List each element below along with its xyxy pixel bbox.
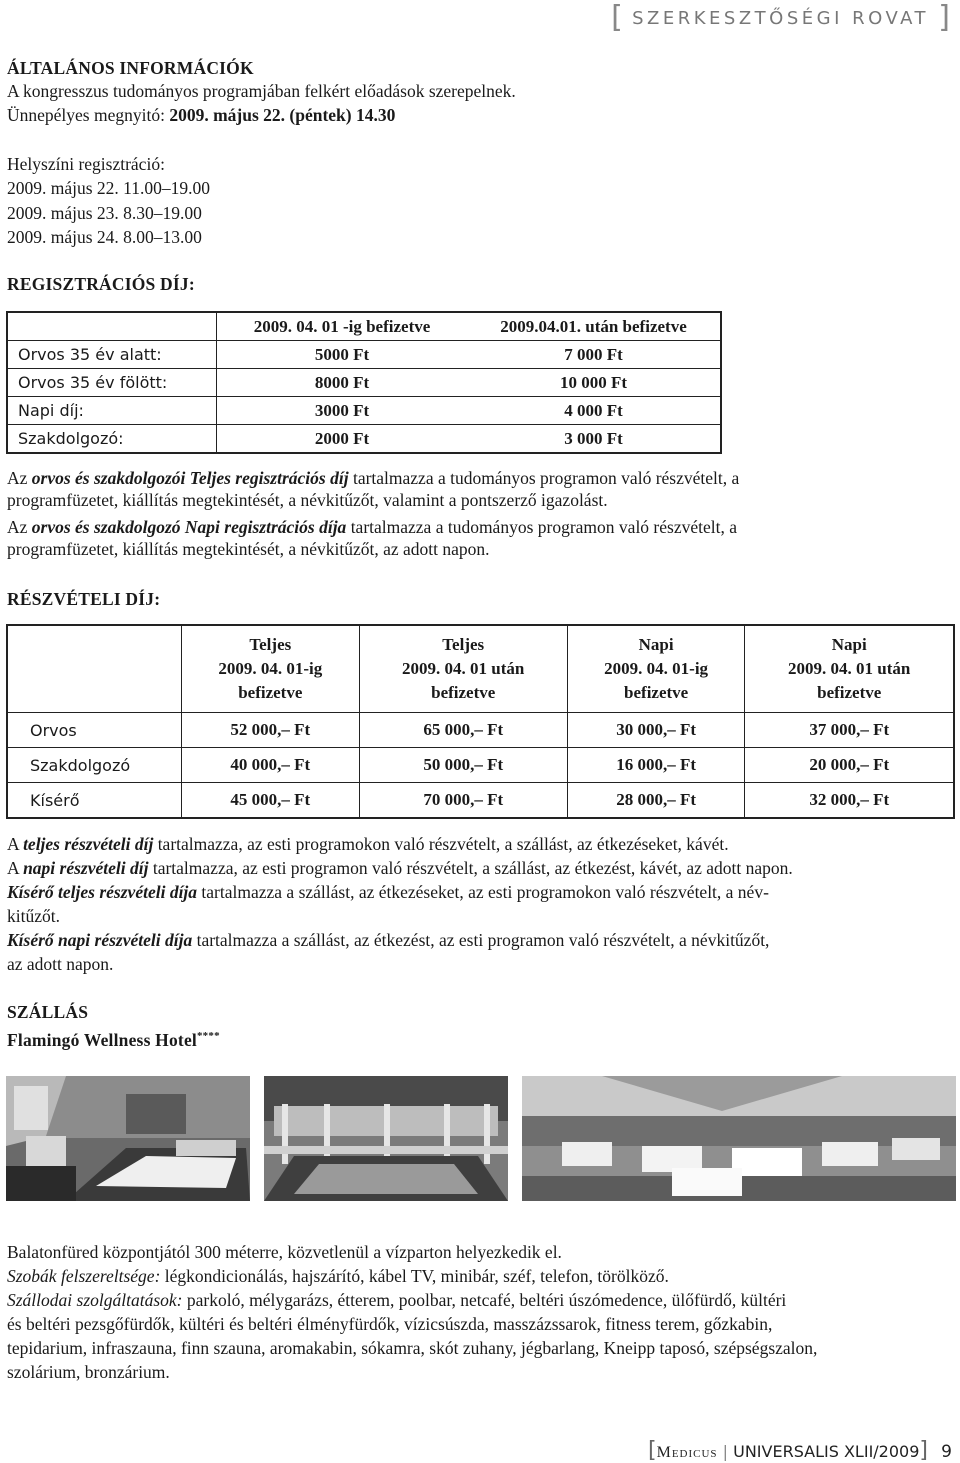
footer-open-bracket: [ <box>648 1438 657 1463</box>
reg-note-1-emph: orvos és szakdolgozói Teljes regisztrációs díj <box>31 468 349 488</box>
running-head <box>611 0 950 35</box>
general-line-2 <box>7 104 395 126</box>
header-line: Napi <box>638 635 674 654</box>
restaurant-photo <box>522 1076 956 1201</box>
part-note-4-d: az adott napon. <box>7 954 114 974</box>
part-note-4 <box>7 929 769 951</box>
reg-note-1-d: programfüzetet, kiállítás megtekintését, a névkitűzőt, valamint a pontszerző igazolást. <box>7 490 608 510</box>
header-line: Teljes <box>442 635 485 654</box>
header-line: Napi <box>831 635 867 654</box>
reg-fee-late: 3 000 Ft <box>564 428 623 448</box>
hotel-location: Balatonfüred központjától 300 méterre, közvetlenül a vízparton helyezkedik el. <box>7 1242 562 1262</box>
part-note-2-c: tartalmazza, az esti programon való részvételt, a szállást, az étkezést, kávét, az adott napon. <box>148 858 793 878</box>
page-number: 9 <box>941 1442 952 1462</box>
part-fee-cell: 45 000,– Ft <box>182 783 360 819</box>
footer-issue: UNIVERSALIS XLII/2009 <box>733 1442 920 1461</box>
header-line: befizetve <box>238 683 303 702</box>
part-fee-cell: 28 000,– Ft <box>567 783 745 819</box>
part-note-3-d: kitűzőt. <box>7 906 60 926</box>
part-note-4-emph: Kísérő napi részvételi díja <box>7 930 193 950</box>
general-title: ÁLTALÁNOS INFORMÁCIÓK <box>7 58 254 78</box>
reg-note-2-emph: orvos és szakdolgozó Napi regisztrációs díja <box>31 517 347 537</box>
reg-fee-header-empty <box>7 312 217 341</box>
header-line: befizetve <box>817 683 882 702</box>
accommodation-title: SZÁLLÁS <box>7 1002 89 1022</box>
part-fee-title: RÉSZVÉTELI DÍJ: <box>7 589 161 609</box>
part-fee-cell: 52 000,– Ft <box>182 713 360 748</box>
onsite-line-2: 2009. május 23. 8.30–19.00 <box>7 203 202 223</box>
hotel-services-2: és beltéri pezsgőfürdők, kültéri és beltéri élményfürdők, vízicsúszda, masszázssarok, fitness terem, gőzkabin, <box>7 1314 773 1334</box>
reg-note-1 <box>7 467 957 511</box>
hotel-stars: **** <box>196 1030 220 1042</box>
part-fee-header-empty <box>7 625 182 713</box>
part-fee-cell: 16 000,– Ft <box>567 748 745 783</box>
header-line: befizetve <box>624 683 689 702</box>
onsite-line-3: 2009. május 24. 8.00–13.00 <box>7 227 202 247</box>
onsite-line-1: 2009. május 22. 11.00–19.00 <box>7 178 211 198</box>
part-note-3 <box>7 881 769 903</box>
header-line: 2009. 04. 01-ig <box>604 659 709 678</box>
reg-fee-header-row <box>7 312 721 341</box>
rooms-label: Szobák felszereltsége: <box>7 1266 161 1286</box>
reg-note-2-a: Az <box>7 517 32 537</box>
header-line: 2009. 04. 01 után <box>788 659 911 678</box>
part-note-1-a: A <box>7 834 24 854</box>
part-fee-cell: 32 000,– Ft <box>745 783 954 819</box>
reg-fee-early: 3000 Ft <box>217 397 468 425</box>
header-line: 2009. 04. 01 után <box>402 659 525 678</box>
part-fee-cell: 37 000,– Ft <box>745 713 954 748</box>
part-fee-header-daily-late <box>745 625 954 713</box>
running-head-open-bracket: [ <box>611 0 623 35</box>
part-fee-header-full-early <box>182 625 360 713</box>
part-fee-cell: 50 000,– Ft <box>359 748 567 783</box>
part-fee-category: Orvos <box>7 713 182 748</box>
reg-fee-early: 5000 Ft <box>217 341 468 369</box>
services-label: Szállodai szolgáltatások: <box>7 1290 183 1310</box>
services-text-1: parkoló, mélygarázs, étterem, poolbar, netcafé, beltéri úszómedence, ülőfürdő, kültéri <box>182 1290 787 1310</box>
hotel-room-photo <box>6 1076 250 1201</box>
part-note-2-emph: napi részvételi díj <box>23 858 149 878</box>
hotel-name <box>7 1025 220 1051</box>
part-fee-cell: 30 000,– Ft <box>567 713 745 748</box>
part-fee-category: Kísérő <box>7 783 182 819</box>
reg-fee-category: Szakdolgozó: <box>7 425 217 454</box>
table-row <box>7 369 721 397</box>
table-row <box>7 783 954 819</box>
reg-fee-late: 10 000 Ft <box>467 369 721 397</box>
reg-note-2 <box>7 516 957 560</box>
table-row <box>7 748 954 783</box>
part-fee-header-daily-early <box>567 625 745 713</box>
reg-fee-category: Orvos 35 év fölött: <box>7 369 217 397</box>
hotel-services-1 <box>7 1289 786 1311</box>
hotel-name-text: Flamingó Wellness Hotel <box>7 1029 197 1050</box>
part-fee-cell: 65 000,– Ft <box>359 713 567 748</box>
part-fee-cell: 40 000,– Ft <box>182 748 360 783</box>
reg-note-2-c: tartalmazza a tudományos programon való részvételt, a <box>346 517 737 537</box>
reg-note-1-a: Az <box>7 468 32 488</box>
reg-fee-header-early: 2009. 04. 01 -ig befizetve <box>217 312 468 341</box>
part-fee-header-full-late <box>359 625 567 713</box>
table-row <box>7 425 721 454</box>
opening-date: 2009. május 22. (péntek) 14.30 <box>169 105 396 125</box>
general-line-1: A kongresszus tudományos programjában felkért előadások szerepelnek. <box>7 81 516 101</box>
part-fee-cell: 70 000,– Ft <box>359 783 567 819</box>
part-fee-cell: 20 000,– Ft <box>745 748 954 783</box>
running-head-text: SZERKESZTŐSÉGI ROVAT <box>632 8 930 29</box>
table-row <box>7 397 721 425</box>
opening-label: Ünnepélyes megnyitó: <box>7 105 170 125</box>
table-row <box>7 341 721 369</box>
running-head-close-bracket: ] <box>938 0 950 35</box>
reg-fee-category: Orvos 35 év alatt: <box>7 341 217 369</box>
reg-fee-early: 2000 Ft <box>314 428 370 448</box>
part-note-1-emph: teljes részvételi díj <box>23 834 154 854</box>
part-note-4-c: tartalmazza a szállást, az étkezést, az esti programon való részvételt, a névkitűzőt, <box>192 930 770 950</box>
part-note-1-c: tartalmazza, az esti programokon való részvételt, a szállást, az étkezéseket, kávét. <box>153 834 729 854</box>
reg-fee-category: Napi díj: <box>7 397 217 425</box>
part-note-1 <box>7 833 729 855</box>
header-line: 2009. 04. 01-ig <box>218 659 323 678</box>
reg-fee-late: 7 000 Ft <box>467 341 721 369</box>
header-line: Teljes <box>249 635 292 654</box>
part-fee-header-row <box>7 625 954 713</box>
header-line: befizetve <box>431 683 496 702</box>
indoor-pool-photo <box>264 1076 508 1201</box>
footer-separator: | <box>722 1442 729 1461</box>
reg-note-1-c: tartalmazza a tudományos programon való részvételt, a <box>348 468 740 488</box>
hotel-rooms <box>7 1265 669 1287</box>
part-fee-table <box>6 624 955 819</box>
part-note-3-c: tartalmazza a szállást, az étkezéseket, az esti programokon való részvételt, a név- <box>197 882 769 902</box>
hotel-services-4: szolárium, bronzárium. <box>7 1362 170 1382</box>
part-note-3-emph: Kísérő teljes részvételi díja <box>7 882 198 902</box>
reg-fee-late: 4 000 Ft <box>467 397 721 425</box>
hotel-services-3: tepidarium, infraszauna, finn szauna, aromakabin, sókamra, skót zuhany, jégbarlang, Kneipp taposó, szépségszalon, <box>7 1338 818 1358</box>
onsite-title: Helyszíni regisztráció: <box>7 154 165 174</box>
part-note-2-a: A <box>7 858 24 878</box>
rooms-text: légkondicionálás, hajszárító, kábel TV, minibár, széf, telefon, törölköző. <box>160 1266 669 1286</box>
footer-close-bracket: ] <box>919 1438 928 1463</box>
footer-journal: Medicus <box>656 1444 718 1461</box>
reg-fee-table <box>6 311 722 454</box>
reg-note-2-d: programfüzetet, kiállítás megtekintését, a névkitűzőt, az adott napon. <box>7 539 490 559</box>
footer <box>648 1438 952 1463</box>
reg-fee-early: 8000 Ft <box>217 369 468 397</box>
table-row <box>7 713 954 748</box>
part-fee-category: Szakdolgozó <box>7 748 182 783</box>
reg-fee-title: REGISZTRÁCIÓS DÍJ: <box>7 274 195 294</box>
part-note-2 <box>7 857 793 879</box>
reg-fee-header-late: 2009.04.01. után befizetve <box>467 312 721 341</box>
